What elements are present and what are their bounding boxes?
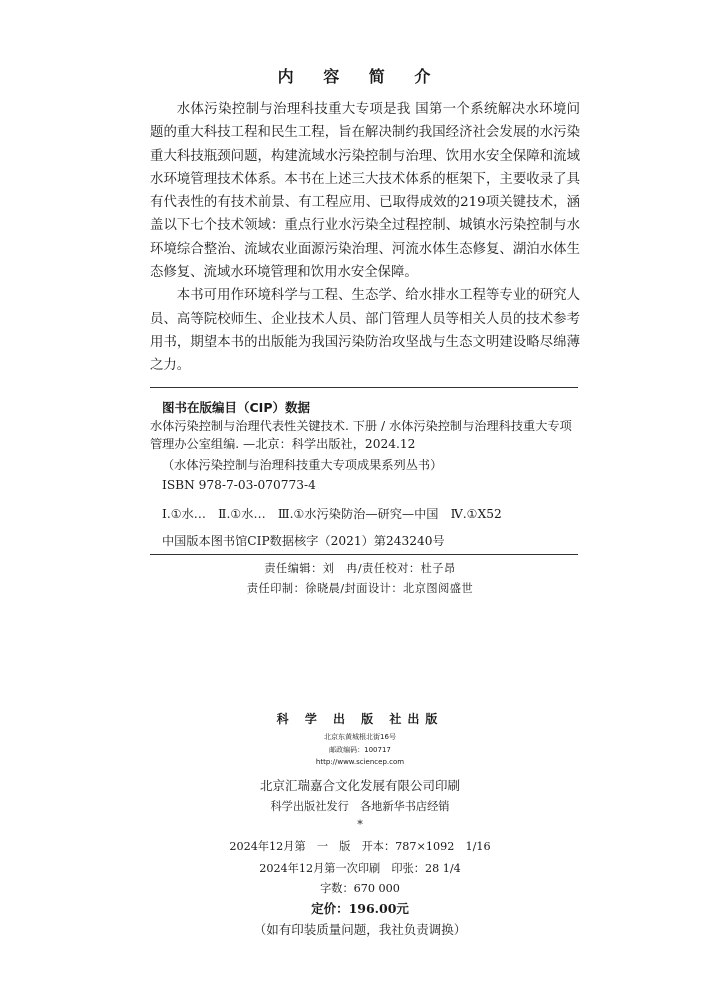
edition-line: 2024年12月第 一 版 开本：787×1092 1/16 (229, 840, 491, 853)
separator-star: * (357, 818, 363, 831)
cip-record: 中国版本图书馆CIP数据核字（2021）第243240号 (162, 534, 445, 548)
publisher-url[interactable]: http://www.sciencep.com (315, 758, 405, 766)
printer: 北京汇瑞嘉合文化发展有限公司印刷 (259, 778, 460, 793)
cip-top-rule (150, 387, 578, 388)
credits-editor: 责任编辑：刘 冉/责任校对：杜子昂 (264, 562, 456, 575)
cip-classification: Ⅰ.①水… Ⅱ.①水… Ⅲ.①水污染防治—研究—中国 Ⅳ.①X52 (162, 507, 502, 521)
publisher-name: 科 学 出 版 社出版 (276, 712, 444, 726)
cip-isbn: ISBN 978-7-03-070773-4 (162, 478, 316, 492)
publisher-postcode: 邮政编码：100717 (329, 746, 391, 754)
publisher-address: 北京东黄城根北街16号 (324, 733, 396, 741)
cip-bottom-rule (150, 554, 578, 555)
price: 定价：196.00元 (311, 901, 409, 916)
quality-notice: （如有印装质量问题，我社负责调换） (253, 922, 467, 937)
cip-series: （水体污染控制与治理科技重大专项成果系列丛书） (162, 458, 443, 472)
credits-printing: 责任印制：徐晓晨/封面设计：北京图阅盛世 (246, 582, 474, 595)
summary-section (150, 98, 580, 378)
cip-entry: 水体污染控制与治理代表性关键技术. 下册 / 水体污染控制与治理科技重大专项管理办公室组编. —北京：科学出版社，2024.12 (150, 419, 572, 451)
distribution: 科学出版社发行 各地新华书店经销 (270, 800, 450, 813)
page-title: 内 容 简 介 (277, 67, 443, 86)
summary-paragraph-2: 本书可用作环境科学与工程、生态学、给水排水工程等专业的研究人员、高等院校师生、企业技术人员、部门管理人员等相关人员的技术参考用书，期望本书的出版能为我国污染防治攻坚战与生态文明建设略尽绵薄之力。 (150, 288, 580, 374)
cip-heading: 图书在版编目（CIP）数据 (162, 400, 310, 415)
word-count: 字数：670 000 (320, 882, 400, 895)
summary-paragraph-1: 水体污染控制与治理科技重大专项是我 国第一个系统解决水环境问题的重大科技工程和民生工程，旨在解决制约我国经济社会发展的水污染重大科技瓶颈问题，构建流域水污染控制与治理、饮用水安全保障和流域水环境管理技术体系。本书在上述三大技术体系的框架下，主要收录了具有代表性的有技术前景、有工程应用、已取得成效的219项关键技术，涵盖以下七个技术领域：重点行业水污染全过程控制、城镇水污染控制与水环境综合整治、流域农业面源污染治理、河流水体生态修复、湖泊水体生态修复、流域水环境管理和饮用水安全保障。 (150, 102, 580, 281)
printing-line: 2024年12月第一次印刷 印张：28 1/4 (259, 862, 461, 875)
